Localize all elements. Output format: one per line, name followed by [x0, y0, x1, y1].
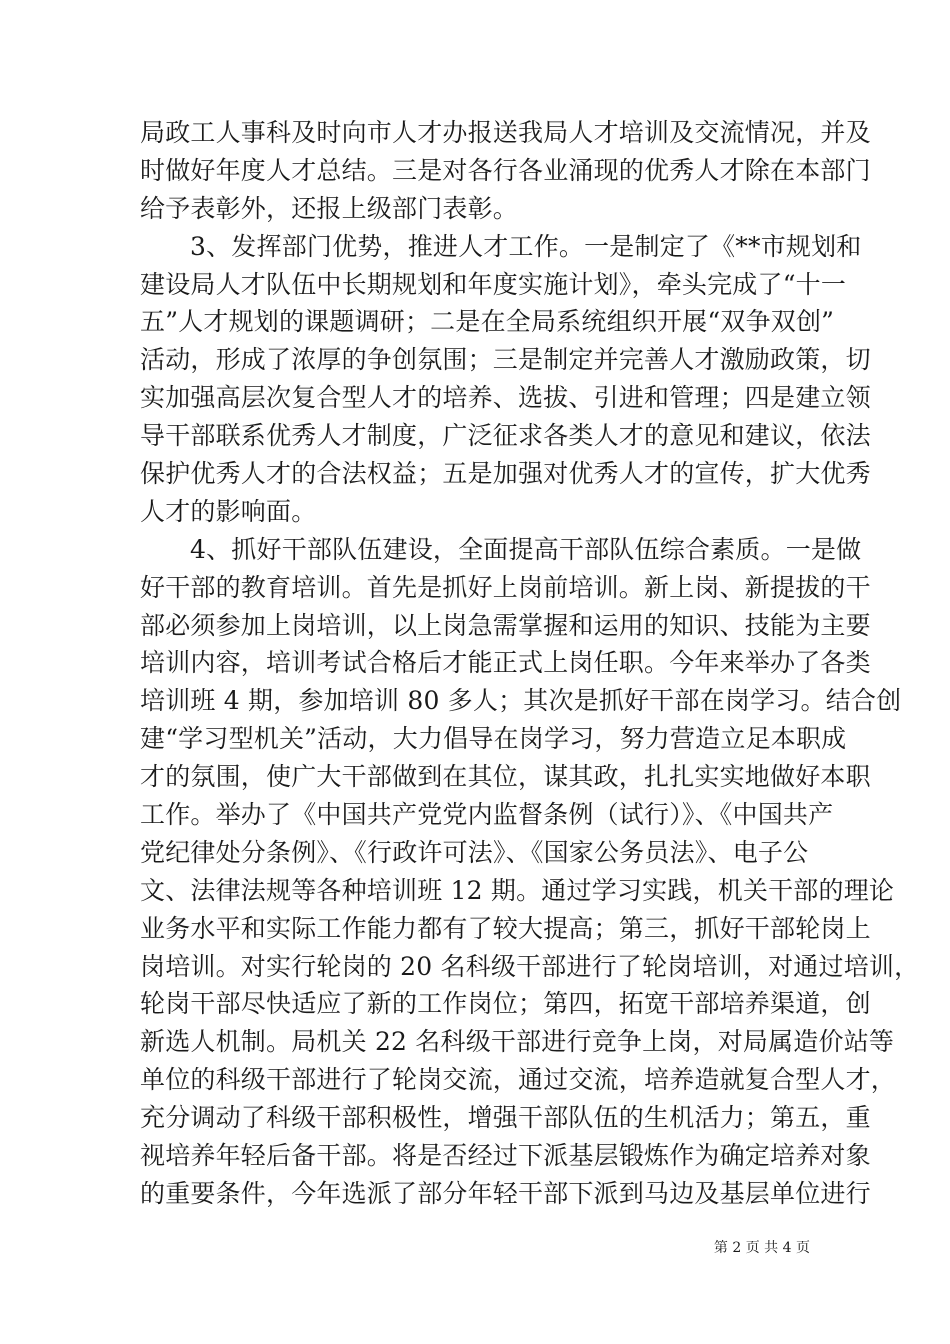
text-line: 给予表彰外，还报上级部门表彰。	[140, 193, 519, 223]
text-line: 培训班 4 期，参加培训 80 多人；其次是抓好干部在岗学习。结合创	[140, 686, 902, 716]
text-line: 时做好年度人才总结。三是对各行各业涌现的优秀人才除在本部门	[140, 155, 871, 185]
text-line: 部必须参加上岗培训，以上岗急需掌握和运用的知识、技能为主要	[140, 610, 871, 640]
text-line: 新选人机制。局机关 22 名科级干部进行竞争上岗，对局属造价站等	[140, 1027, 895, 1057]
text-line: 轮岗干部尽快适应了新的工作岗位；第四，拓宽干部培养渠道，创	[140, 989, 871, 1019]
text-line: 实加强高层次复合型人才的培养、选拔、引进和管理；四是建立领	[140, 383, 871, 413]
text-line: 保护优秀人才的合法权益；五是加强对优秀人才的宣传，扩大优秀	[140, 459, 871, 489]
text-line: 导干部联系优秀人才制度，广泛征求各类人才的意见和建议，依法	[140, 421, 871, 451]
text-line: 的重要条件，今年选派了部分年轻干部下派到马边及基层单位进行	[140, 1178, 871, 1208]
text-line: 局政工人事科及时向市人才办报送我局人才培训及交流情况，并及	[140, 118, 871, 147]
text-line: 业务水平和实际工作能力都有了较大提高；第三，抓好干部轮岗上	[140, 913, 871, 943]
text-line: 人才的影响面。	[140, 496, 317, 526]
text-line: 充分调动了科级干部积极性，增强干部队伍的生机活力；第五，重	[140, 1103, 871, 1133]
text-line: 工作。举办了《中国共产党党内监督条例（试行）》、《中国共产	[140, 800, 834, 830]
text-line: 才的氛围，使广大干部做到在其位，谋其政，扎扎实实地做好本职	[140, 762, 871, 792]
text-line: 视培养年轻后备干部。将是否经过下派基层锻炼作为确定培养对象	[140, 1141, 871, 1171]
text-line: 文、法律法规等各种培训班 12 期。通过学习实践，机关干部的理论	[140, 875, 895, 905]
text-line: 单位的科级干部进行了轮岗交流，通过交流，培养造就复合型人才，	[140, 1065, 897, 1095]
text-line: 党纪律处分条例》、《行政许可法》、《国家公务员法》、电子公	[140, 837, 809, 867]
text-line: 五”人才规划的课题调研；二是在全局系统组织开展“双争双创”	[140, 307, 835, 337]
text-line: 岗培训。对实行轮岗的 20 名科级干部进行了轮岗培训，对通过培训，	[140, 951, 920, 981]
page-number: 第 2 页 共 4 页	[713, 1240, 810, 1256]
text-line: 建“学习型机关”活动，大力倡导在岗学习，努力营造立足本职成	[140, 724, 847, 754]
text-line: 培训内容，培训考试合格后才能正式上岗任职。今年来举办了各类	[140, 648, 871, 678]
paragraph-4-heading-line: 4、抓好干部队伍建设，全面提高干部队伍综合素质。一是做	[190, 534, 862, 564]
text-line: 建设局人才队伍中长期规划和年度实施计划》，牵头完成了“十一	[140, 269, 847, 299]
text-line: 活动，形成了浓厚的争创氛围；三是制定并完善人才激励政策，切	[140, 345, 871, 375]
paragraph-3-heading-line: 3、发挥部门优势，推进人才工作。一是制定了《**市规划和	[190, 231, 862, 261]
body-text	[140, 114, 920, 1213]
text-line: 好干部的教育培训。首先是抓好上岗前培训。新上岗、新提拔的干	[140, 572, 871, 602]
